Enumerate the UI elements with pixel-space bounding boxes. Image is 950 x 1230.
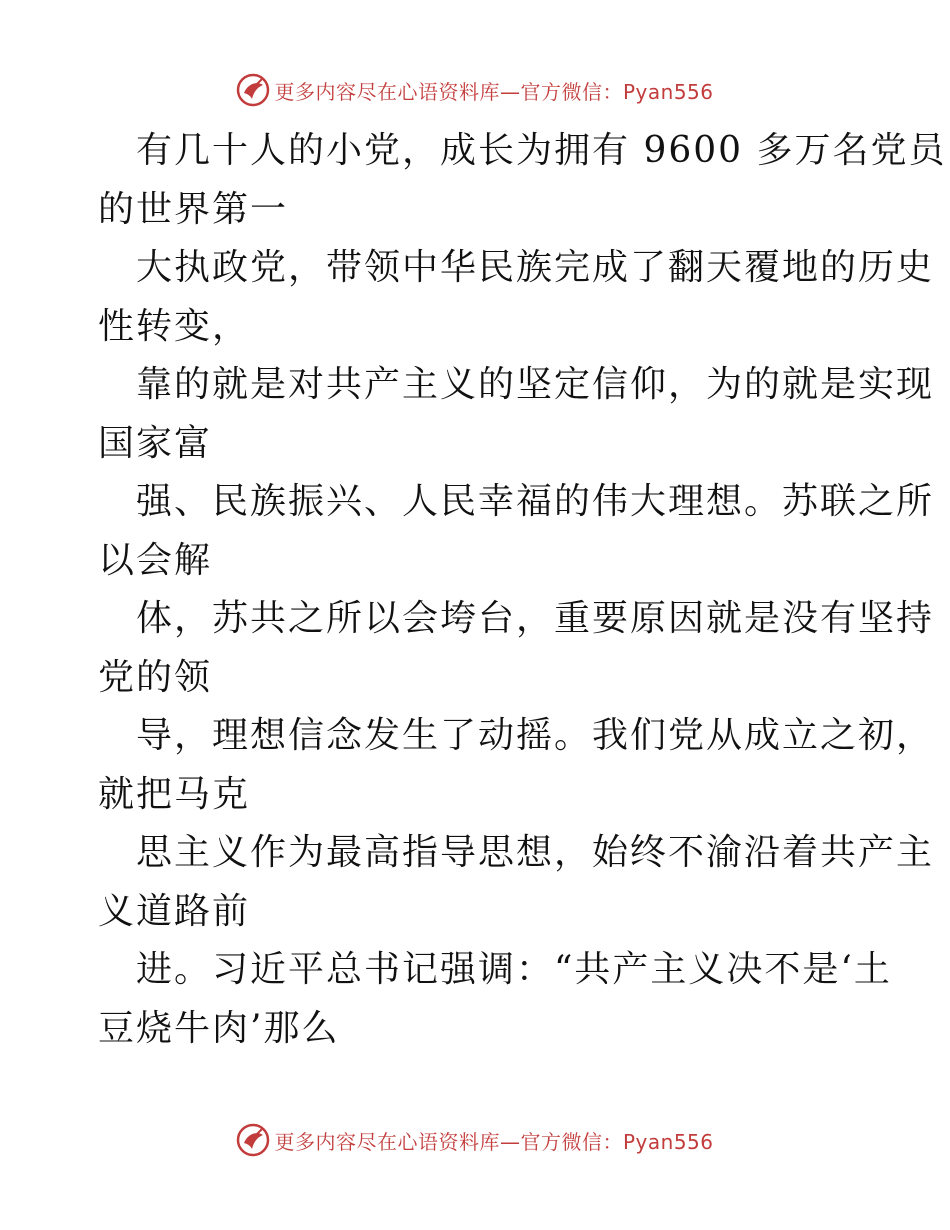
paragraph-line: 豆烧牛肉’那么 <box>98 1007 340 1049</box>
header-wechat-label: 官方微信： <box>520 79 623 104</box>
paragraph-line: 就把马克 <box>98 773 251 815</box>
footer-banner-text <box>274 1126 713 1155</box>
red-bird-logo-icon <box>236 73 270 107</box>
paragraph-line: 进。习近平总书记强调：“共产主义决不是‘土 <box>136 949 892 990</box>
footer-wechat-label: 官方微信： <box>520 1129 623 1154</box>
footer-wechat-id: Pyan556 <box>622 1129 714 1154</box>
page-header-banner <box>0 70 950 110</box>
paragraph-line: 国家富 <box>98 422 213 464</box>
page-footer-banner <box>0 1120 950 1160</box>
footer-site-text: 更多内容尽在心语资料库 <box>274 1129 500 1154</box>
paragraph-line: 思主义作为最高指导思想，始终不渝沿着共产主 <box>136 832 935 873</box>
document-body <box>98 122 947 1058</box>
red-bird-logo-icon <box>236 1123 270 1157</box>
header-site-text: 更多内容尽在心语资料库 <box>274 79 500 104</box>
header-dash: — <box>499 79 521 104</box>
header-wechat-id: Pyan556 <box>622 79 714 104</box>
paragraph-line: 党的领 <box>98 656 213 698</box>
paragraph-line: 强、民族振兴、人民幸福的伟大理想。苏联之所 <box>136 481 935 522</box>
paragraph-line: 义道路前 <box>98 890 251 932</box>
paragraph-line: 大执政党，带领中华民族完成了翻天覆地的历史 <box>136 247 935 288</box>
paragraph-line: 性转变， <box>98 305 251 347</box>
paragraph-line: 的世界第一 <box>98 188 289 230</box>
paragraph-line: 体，苏共之所以会垮台，重要原因就是没有坚持 <box>136 598 935 639</box>
header-banner-text <box>274 76 713 105</box>
paragraph-line: 靠的就是对共产主义的坚定信仰，为的就是实现 <box>136 364 935 405</box>
paragraph-line: 以会解 <box>98 539 213 581</box>
paragraph-line: 导，理想信念发生了动摇。我们党从成立之初， <box>136 715 935 756</box>
footer-dash: — <box>499 1129 521 1154</box>
paragraph-line: 有几十人的小党，成长为拥有 9600 多万名党员 <box>136 130 947 171</box>
